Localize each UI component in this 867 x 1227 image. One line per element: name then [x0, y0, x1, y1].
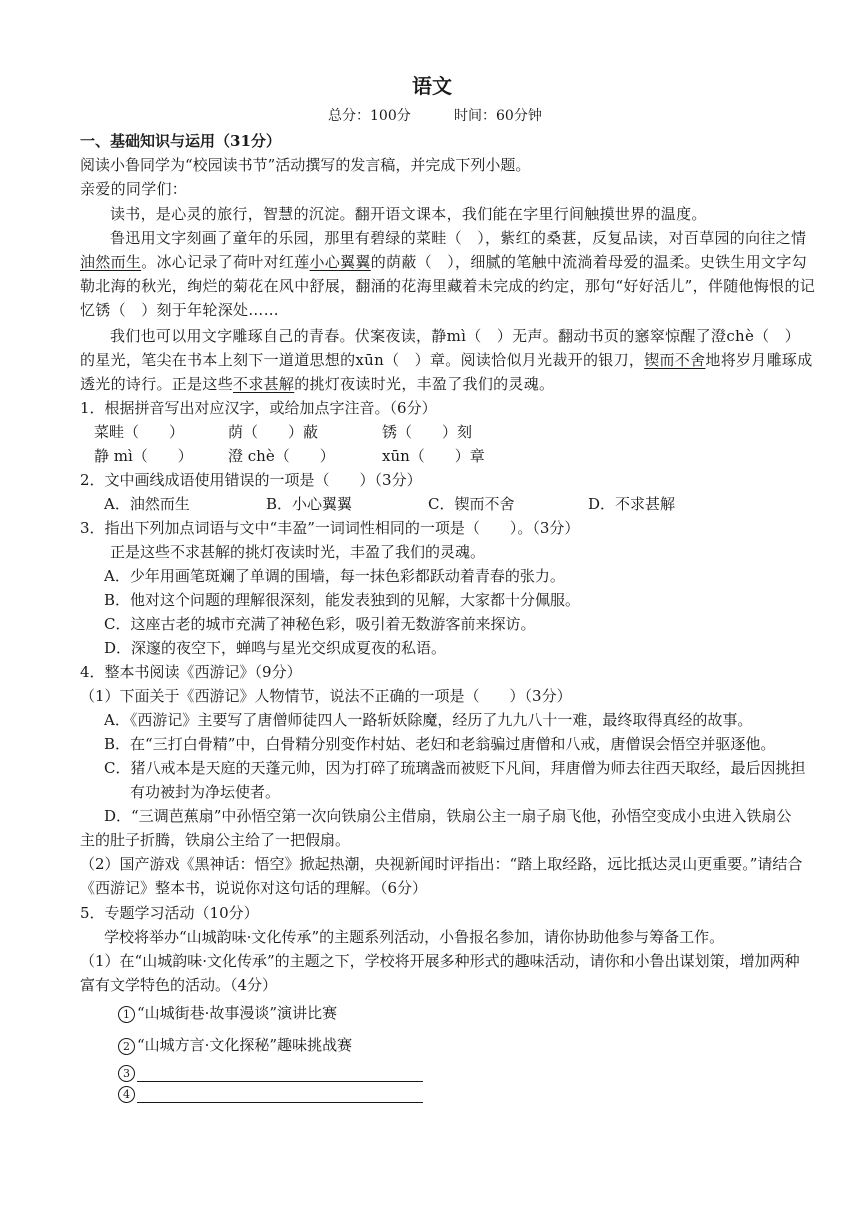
- speech-paragraph-3-line-3: [80, 374, 554, 394]
- speech-paragraph-3-line-2: [80, 350, 813, 370]
- question-3-stem: 3．指出下列加点词语与文中“丰盈”一词词性相同的一项是（ ）。（3分）: [80, 519, 580, 537]
- activity-item-1: [118, 1003, 337, 1023]
- speech-paragraph-2-line-1: 鲁迅用文字刻画了童年的乐园，那里有碧绿的菜畦（ ），紫红的桑葚，反复品读，对百草园的向往之情: [110, 229, 807, 247]
- activity-item-3: [118, 1062, 423, 1082]
- speech-paragraph-2-line-4: 忆锈（ ）刻于年轮深处……: [80, 301, 279, 319]
- q5-intro: 学校将举办“山城韵味·文化传承”的主题系列活动，小鲁报名参加，请你协助他参与筹备工作。: [104, 928, 725, 946]
- total-score: 总分：100分: [328, 108, 411, 124]
- q4-option-d-line-1: D．“三调芭蕉扇”中孙悟空第一次向铁扇公主借扇，铁扇公主一扇子扇飞他，孙悟空变成小虫进入铁扇公: [104, 807, 792, 825]
- page-title: 语文: [412, 74, 452, 98]
- idiom-underlined-2: 小心翼翼: [309, 253, 371, 271]
- q3-option-c: C．这座古老的城市充满了神秘色彩，吸引着无数游客前来探访。: [104, 615, 536, 633]
- activity-item-2: [118, 1035, 352, 1055]
- q2-option-b: B．小心翼翼: [266, 495, 353, 513]
- q3-option-a: A．少年用画笔斑斓了单调的围墙，每一抹色彩都跃动着青春的张力。: [104, 567, 565, 585]
- text-span: 透光的诗行。正是这些: [80, 375, 234, 393]
- question-2-stem: 2．文中画线成语使用错误的一项是（ ）（3分）: [80, 471, 422, 489]
- q4-sub-2-line-1: （2）国产游戏《黑神话：悟空》掀起热潮，央视新闻时评指出：“踏上取经路，远比抵达灵山更重要。”请结合: [80, 855, 803, 873]
- circled-number: 4: [118, 1086, 135, 1103]
- text-span: 。冰心记录了荷叶对红莲: [141, 253, 310, 271]
- q1-item-yinbi: 荫（ ）蔽: [228, 423, 319, 441]
- circled-number: 1: [118, 1006, 135, 1023]
- speech-paragraph-2-line-2: [80, 252, 807, 272]
- activity-text: “山城街巷·故事漫谈”演讲比赛: [137, 1004, 338, 1022]
- idiom-underlined-3: 锲而不舍: [644, 351, 706, 369]
- question-5-stem: 5．专题学习活动（10分）: [80, 904, 259, 922]
- answer-blank[interactable]: [137, 1088, 423, 1103]
- speech-greeting: 亲爱的同学们：: [80, 180, 188, 198]
- q1-item-chengche: 澄 chè（ ）: [228, 447, 335, 465]
- text-span: 的星光，笔尖在书本上刻下一道道思想的xūn（ ）章。阅读恰似月光裁开的银刀，: [80, 351, 645, 369]
- circled-number: 3: [118, 1065, 135, 1082]
- question-1-stem: 1．根据拼音写出对应汉字，或给加点字注音。（6分）: [80, 399, 437, 417]
- activity-item-4: [118, 1083, 423, 1103]
- section-intro: 阅读小鲁同学为“校园读书节”活动撰写的发言稿，并完成下列小题。: [80, 156, 531, 174]
- q3-quote: 正是这些不求甚解的挑灯夜读时光，丰盈了我们的灵魂。: [110, 543, 486, 561]
- q4-sub-1-stem: （1）下面关于《西游记》人物情节，说法不正确的一项是（ ）（3分）: [80, 687, 572, 705]
- exam-time: 时间：60分钟: [454, 108, 542, 124]
- text-span: 地将岁月雕琢成: [705, 351, 813, 369]
- q4-option-d-line-2: 主的肚子折腾，铁扇公主给了一把假扇。: [80, 831, 351, 849]
- q1-item-xiuke: 锈（ ）刻: [382, 423, 473, 441]
- circled-number: 2: [118, 1038, 135, 1055]
- q1-item-caiqi: 菜畦（ ）: [94, 423, 185, 441]
- speech-paragraph-2-line-3: 勒北海的秋光，绚烂的菊花在风中舒展，翻涌的花海里藏着未完成的约定，那句“好好活儿”，伴随他悔恨的记: [80, 277, 816, 295]
- q4-option-c-line-1: C．猪八戒本是天庭的天蓬元帅，因为打碎了琉璃盏而被贬下凡间，拜唐僧为师去往西天取经，最后因挑担: [104, 759, 806, 777]
- section-heading: 一、基础知识与运用（31分）: [80, 132, 281, 150]
- idiom-underlined-4: 不求甚解: [233, 375, 295, 393]
- question-4-stem: 4．整本书阅读《西游记》（9分）: [80, 663, 302, 681]
- q2-option-a: A．油然而生: [104, 495, 190, 513]
- q4-option-a: A．《西游记》主要写了唐僧师徒四人一路斩妖除魔，经历了九九八十一难，最终取得真经的故事。: [104, 711, 753, 729]
- q4-option-b: B．在“三打白骨精”中，白骨精分别变作村姑、老妇和老翁骗过唐僧和八戒，唐僧误会悟空并驱逐他。: [104, 735, 776, 753]
- answer-blank[interactable]: [137, 1067, 423, 1082]
- q4-option-c-line-2: 有功被封为净坛使者。: [130, 783, 281, 801]
- q3-option-d: D．深邃的夜空下，蝉鸣与星光交织成夏夜的私语。: [104, 639, 447, 657]
- idiom-underlined-1: 油然而生: [80, 253, 142, 271]
- q5-sub-1-line-1: （1）在“山城韵味·文化传承”的主题之下，学校将开展多种形式的趣味活动，请你和小鲁出谋划策，增加两种: [80, 952, 800, 970]
- activity-text: “山城方言·文化探秘”趣味挑战赛: [137, 1036, 353, 1054]
- q1-item-jingmi: 静 mì（ ）: [94, 447, 193, 465]
- q1-item-xunzhang: xūn（ ）章: [382, 447, 485, 465]
- speech-paragraph-3-line-1: 我们也可以用文字雕琢自己的青春。伏案夜读，静mì（ ）无声。翻动书页的窸窣惊醒了澄chè（ ）: [110, 327, 801, 345]
- speech-paragraph-1: 读书，是心灵的旅行，智慧的沉淀。翻开语文课本，我们能在字里行间触摸世界的温度。: [110, 205, 707, 223]
- q4-sub-2-line-2: 《西游记》整本书，说说你对这句话的理解。（6分）: [80, 879, 428, 897]
- q2-option-c: C．锲而不舍: [428, 495, 515, 513]
- q5-sub-1-line-2: 富有文学特色的活动。（4分）: [80, 976, 278, 994]
- text-span: 的挑灯夜读时光，丰盈了我们的灵魂。: [294, 375, 555, 393]
- q2-option-d: D．不求甚解: [588, 495, 676, 513]
- q3-option-b: B．他对这个问题的理解很深刻，能发表独到的见解，大家都十分佩服。: [104, 591, 581, 609]
- text-span: 的荫蔽（ ），细腻的笔触中流淌着母爱的温柔。史铁生用文字勾: [370, 253, 807, 271]
